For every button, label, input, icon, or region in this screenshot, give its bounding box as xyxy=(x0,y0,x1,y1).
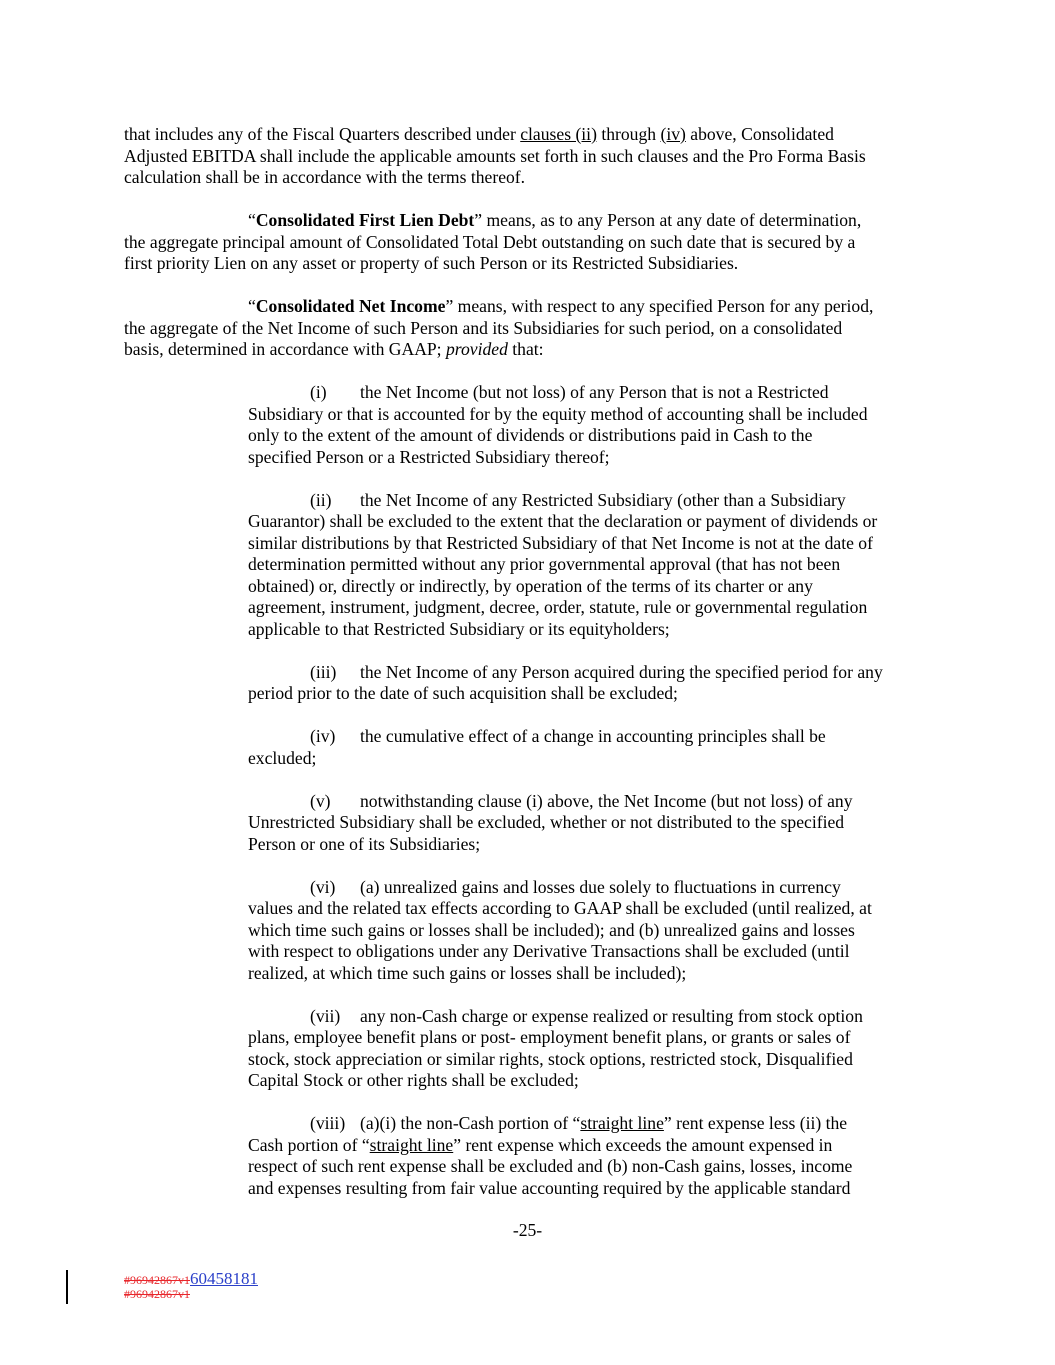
text: through xyxy=(596,124,661,144)
text: specified Person or a Restricted Subsidiary thereof; xyxy=(248,446,610,467)
text: which time such gains or losses shall be included); and (b) unrealized gains and losses xyxy=(248,919,855,940)
text: the Net Income of any Person acquired during the specified period for any xyxy=(360,661,883,682)
clause-label: (vi) xyxy=(310,876,336,897)
text-line xyxy=(248,941,944,963)
document-body xyxy=(124,124,944,1221)
text: Unrestricted Subsidiary shall be excluded, whether or not distributed to the specified xyxy=(248,812,845,832)
deleted-doc-id: #96942867v1 xyxy=(124,1287,190,1301)
text-line xyxy=(248,920,944,942)
underlined-text: straight line xyxy=(369,1134,454,1155)
text-line xyxy=(124,339,944,361)
text-line xyxy=(248,533,944,555)
text-line xyxy=(124,296,944,318)
text-line xyxy=(124,232,944,254)
text: ” rent expense which exceeds the amount expensed in xyxy=(453,1134,833,1155)
defined-term: Consolidated First Lien Debt xyxy=(255,210,475,230)
text: the aggregate principal amount of Consolidated Total Debt outstanding on such date that is secured by a xyxy=(124,231,856,252)
change-bar xyxy=(66,1270,68,1304)
clause-label: (vii) xyxy=(310,1005,341,1026)
text: calculation shall be in accordance with the terms thereof. xyxy=(124,167,526,187)
text-line xyxy=(124,253,944,275)
text: “ xyxy=(248,296,256,316)
text: (a) unrealized gains and losses due solely to fluctuations in currency xyxy=(360,876,841,897)
text: basis, determined in accordance with GAAP; xyxy=(124,339,446,359)
text: that: xyxy=(507,339,544,359)
underlined-text: clauses (ii) xyxy=(520,124,597,144)
text-line xyxy=(248,490,944,512)
defined-term: Consolidated Net Income xyxy=(255,296,446,316)
text-line xyxy=(124,146,944,168)
text: respect of such rent expense shall be excluded and (b) non-Cash gains, losses, income xyxy=(248,1156,853,1176)
text-line xyxy=(248,748,944,770)
text: determination permitted without any prior governmental approval (that has not been xyxy=(248,554,841,574)
definition-paragraph xyxy=(124,296,944,361)
underlined-text: straight line xyxy=(580,1113,664,1133)
text: first priority Lien on any asset or property of such Person or its Restricted Subsidiaries. xyxy=(124,253,739,273)
text-line xyxy=(248,726,944,748)
italic-text: provided xyxy=(445,339,508,359)
text-line xyxy=(248,554,944,576)
clause-label: (i) xyxy=(310,382,327,402)
paragraph xyxy=(124,124,944,189)
text: excluded; xyxy=(248,747,317,768)
deleted-doc-id: #96942867v1 xyxy=(124,1273,190,1287)
text-line xyxy=(248,877,944,899)
clause-item xyxy=(248,1113,944,1199)
text: the Net Income of any Restricted Subsidiary (other than a Subsidiary xyxy=(360,489,846,510)
clause-label: (iii) xyxy=(310,661,337,682)
text-line xyxy=(248,1178,944,1200)
text: Adjusted EBITDA shall include the applicable amounts set forth in such clauses and the Pro Forma Basis xyxy=(124,145,866,166)
text-line xyxy=(248,382,944,404)
definition-paragraph xyxy=(124,210,944,275)
page-number: -25- xyxy=(512,1220,543,1240)
text: (a)(i) the non-Cash portion of “ xyxy=(360,1113,581,1133)
clause-item xyxy=(248,1006,944,1092)
text-line xyxy=(248,404,944,426)
text: stock, stock appreciation or similar rights, stock options, restricted stock, Disqualified xyxy=(248,1048,853,1069)
document-id-footer xyxy=(124,1269,258,1301)
text-line xyxy=(248,963,944,985)
text: the cumulative effect of a change in accounting principles shall be xyxy=(360,726,826,746)
text: ” rent expense less (ii) the xyxy=(663,1113,848,1133)
text: Subsidiary or that is accounted for by the equity method of accounting shall be included xyxy=(248,403,868,424)
text-line xyxy=(248,812,944,834)
text: Person or one of its Subsidiaries; xyxy=(248,833,481,854)
text: notwithstanding clause (i) above, the Net Income (but not loss) of any xyxy=(360,790,853,811)
text-line xyxy=(248,1113,944,1135)
text-line xyxy=(248,1027,944,1049)
text-line xyxy=(248,834,944,856)
text-line xyxy=(248,447,944,469)
text: above, Consolidated xyxy=(685,124,834,144)
text-line xyxy=(124,124,944,146)
text-line xyxy=(248,791,944,813)
text: applicable to that Restricted Subsidiary or its equityholders; xyxy=(248,618,670,639)
text-line xyxy=(248,683,944,705)
clause-item xyxy=(248,662,944,705)
clause-item xyxy=(248,382,944,468)
text: ” means, as to any Person at any date of determination, xyxy=(474,210,862,230)
text-line xyxy=(124,318,944,340)
clause-label: (ii) xyxy=(310,489,332,510)
text: values and the related tax effects according to GAAP shall be excluded (until realized, at xyxy=(248,898,872,918)
text-line xyxy=(248,425,944,447)
text-line xyxy=(248,1070,944,1092)
text: Capital Stock or other rights shall be excluded; xyxy=(248,1070,579,1090)
text-line xyxy=(124,167,944,189)
text-line xyxy=(248,1006,944,1028)
clause-item xyxy=(248,877,944,985)
text: the aggregate of the Net Income of such Person and its Subsidiaries for such period, on a consolidated xyxy=(124,317,843,338)
text: obtained) or, directly or indirectly, by operation of the terms of its charter or any xyxy=(248,575,813,596)
clause-label: (iv) xyxy=(310,726,336,746)
underlined-text: (iv) xyxy=(660,124,686,144)
text: Guarantor) shall be excluded to the extent that the declaration or payment of dividends or xyxy=(248,511,878,531)
text: and expenses resulting from fair value accounting required by the applicable standard xyxy=(248,1177,851,1198)
clause-item xyxy=(248,726,944,769)
text: with respect to obligations under any Derivative Transactions shall be excluded (until xyxy=(248,941,850,961)
text-line xyxy=(248,1135,944,1157)
text: that includes any of the Fiscal Quarters described under xyxy=(124,124,521,144)
text: any non-Cash charge or expense realized or resulting from stock option xyxy=(360,1005,863,1026)
text: ” means, with respect to any specified Person for any period, xyxy=(445,296,874,316)
text: agreement, instrument, judgment, decree, order, statute, rule or governmental regulation xyxy=(248,597,868,617)
text-line xyxy=(248,576,944,598)
text-line xyxy=(248,1049,944,1071)
text-line xyxy=(248,619,944,641)
text: plans, employee benefit plans or post- employment benefit plans, or grants or sales of xyxy=(248,1027,851,1047)
text-line xyxy=(248,898,944,920)
clause-item xyxy=(248,791,944,856)
clause-item xyxy=(248,490,944,641)
text-line xyxy=(248,662,944,684)
text: “ xyxy=(248,210,256,230)
text: period prior to the date of such acquisition shall be excluded; xyxy=(248,683,678,703)
text: Cash portion of “ xyxy=(248,1134,370,1155)
text-line xyxy=(248,597,944,619)
text-line xyxy=(248,1156,944,1178)
clause-label: (v) xyxy=(310,790,331,811)
text-line xyxy=(248,511,944,533)
inserted-doc-id: 60458181 xyxy=(190,1269,258,1288)
text: realized, at which time such gains or losses shall be included); xyxy=(248,962,687,983)
text-line xyxy=(124,210,944,232)
text: the Net Income (but not loss) of any Person that is not a Restricted xyxy=(360,382,829,402)
text: only to the extent of the amount of dividends or distributions paid in Cash to the xyxy=(248,425,813,445)
text: similar distributions by that Restricted Subsidiary of that Net Income is not at the date of xyxy=(248,532,873,553)
clause-label: (viii) xyxy=(310,1113,346,1133)
